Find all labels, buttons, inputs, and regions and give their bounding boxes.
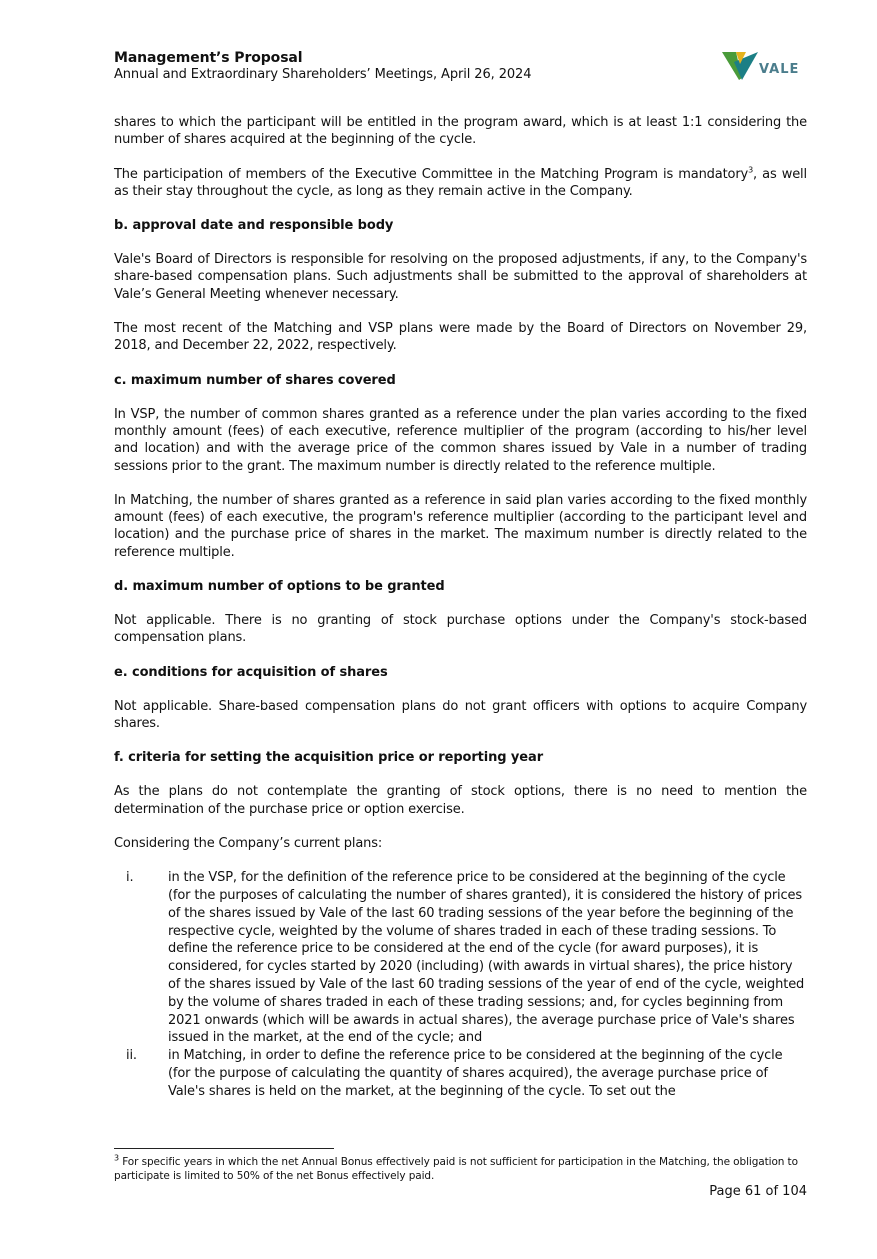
- page-number: Page 61 of 104: [709, 1184, 807, 1199]
- section-heading-e: e. conditions for acquisition of shares: [114, 664, 388, 680]
- section-heading-c: c. maximum number of shares covered: [114, 372, 396, 388]
- paragraph: Not applicable. There is no granting of stock purchase options under the Company's stock-based compensation plans.: [114, 613, 807, 646]
- footnote: [114, 1153, 807, 1183]
- roman-list: [114, 869, 807, 1100]
- paragraph: As the plans do not contemplate the granting of stock options, there is no need to mention the determination of the purchase price or option exercise.: [114, 784, 807, 817]
- paragraph: Vale's Board of Directors is responsible for resolving on the proposed adjustments, if any, to the Company's share-based compensation plans. Such adjustments shall be submitted to the approval of shareholders at Vale’s General Meeting whenever necessary.: [114, 252, 807, 302]
- header-title: Management’s Proposal: [114, 50, 303, 66]
- section-heading-b: b. approval date and responsible body: [114, 218, 394, 234]
- paragraph: Considering the Company’s current plans:: [114, 835, 383, 851]
- section-heading-f: f. criteria for setting the acquisition price or reporting year: [114, 750, 544, 766]
- list-item-number: ii.: [126, 1048, 137, 1064]
- list-item-text: in Matching, in order to define the reference price to be considered at the beginning of the cycle (for the purpose of calculating the quantity of shares acquired), the average purchase price of Vale's shares is held on the market, at the beginning of the cycle. To set out the: [168, 1048, 783, 1099]
- logo-text: VALE: [759, 62, 800, 77]
- list-item: [114, 869, 807, 1047]
- footnote-ref[interactable]: 3: [748, 165, 754, 175]
- vale-logo-mark-icon: [722, 50, 758, 80]
- list-item-text: in the VSP, for the definition of the reference price to be considered at the beginning of the cycle (for the purposes of calculating the number of shares granted), it is considered the history of prices of the shares issued by Vale of the last 60 trading sessions of the year before the beginning of the respective cycle, weighted by the volume of shares traded in each of these trading sessions. To define the reference price to be considered at the end of the cycle (for award purposes), it is considered, for cycles started by 2020 (including) (with awards in virtual shares), the price history of the shares issued by Vale of the last 60 trading sessions of the year of end of the cycle, weighted by the volume of shares traded in each of these trading sessions; and, for cycles beginning from 2021 onwards (which will be awards in actual shares), the average purchase price of Vale's shares issued in the market, at the end of the cycle; and: [168, 870, 805, 1046]
- footnote-text: For specific years in which the net Annual Bonus effectively paid is not sufficient for participation in the Matching, the obligation to participate is limited to 50% of the net Bonus effectively paid.: [114, 1156, 798, 1182]
- page-header: [114, 50, 814, 90]
- list-item: [114, 1047, 807, 1100]
- footnote-divider: [114, 1148, 334, 1149]
- footnote-marker: 3: [114, 1153, 119, 1163]
- header-subtitle: Annual and Extraordinary Shareholders’ Meetings, April 26, 2024: [114, 67, 532, 82]
- paragraph: In VSP, the number of common shares granted as a reference under the plan varies according to the fixed monthly amount (fees) of each executive, reference multiplier of the program (according to his/her level and location) and with the average price of the common shares issued by Vale in a number of trading sessions prior to the grant. The maximum number is directly related to the reference multiple.: [114, 406, 807, 474]
- paragraph-matching-mandatory: The participation of members of the Executive Committee in the Matching Program is mandatory$^3$, as well as their stay throughout the cycle, as long as they remain active in the Company.: [114, 165, 807, 199]
- list-item-number: i.: [126, 870, 134, 886]
- paragraph: shares to which the participant will be entitled in the program award, which is at least 1:1 considering the number of shares acquired at the beginning of the cycle.: [114, 115, 807, 148]
- paragraph: Not applicable. Share-based compensation plans do not grant officers with options to acquire Company shares.: [114, 698, 807, 731]
- vale-logo: [722, 50, 812, 84]
- section-heading-d: d. maximum number of options to be granted: [114, 579, 445, 595]
- page-content: [114, 114, 807, 1100]
- paragraph: In Matching, the number of shares granted as a reference in said plan varies according to the fixed monthly amount (fees) of each executive, the program's reference multiplier (according to the participant level and location) and the purchase price of shares in the market. The maximum number is directly related to the reference multiple.: [114, 492, 807, 560]
- paragraph: The most recent of the Matching and VSP plans were made by the Board of Directors on November 29, 2018, and December 22, 2022, respectively.: [114, 321, 807, 354]
